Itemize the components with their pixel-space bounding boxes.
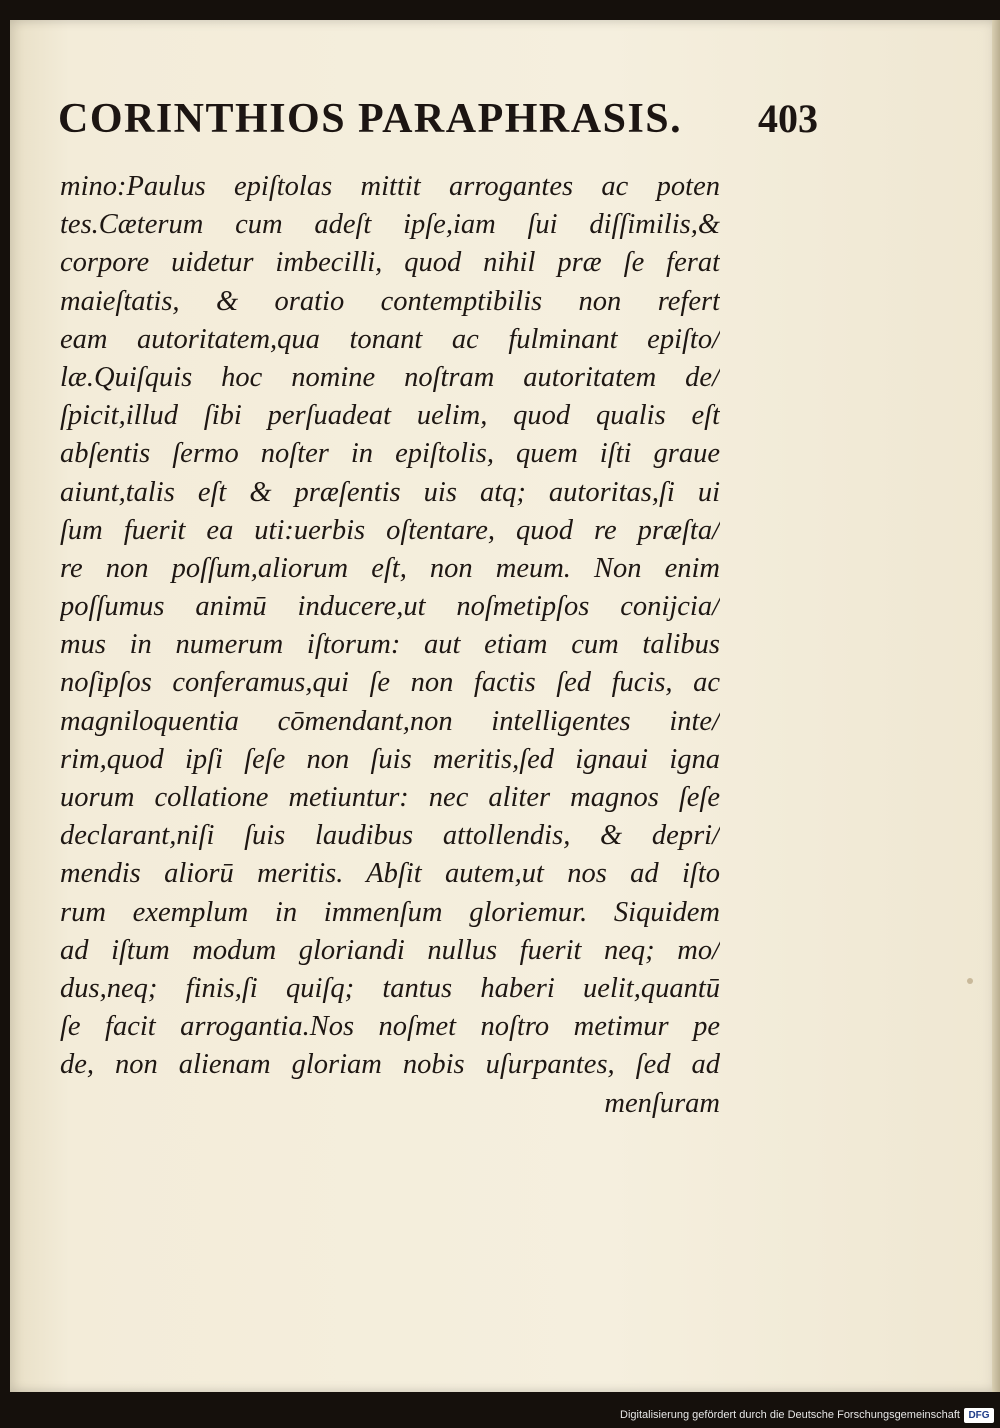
text-line: re non poſſum,aliorum eſt, non meum. Non enim bbox=[60, 552, 720, 584]
page-edge bbox=[992, 20, 1000, 1392]
running-title: CORINTHIOS PARAPHRASIS. bbox=[58, 96, 683, 142]
text-line: aiunt,talis eſt & præſentis uis atq; autoritas,ſi ui bbox=[60, 476, 720, 508]
text-line: maieſtatis, & oratio contemptibilis non refert bbox=[60, 285, 720, 317]
text-line: tes.Cæterum cum adeſt ipſe,iam ſui diſſimilis,& bbox=[60, 209, 720, 241]
text-line: mino:Paulus epiſtolas mittit arrogantes ac poten bbox=[60, 171, 720, 202]
text-line: eam autoritatem,qua tonant ac fulminant epiſto/ bbox=[60, 323, 720, 355]
running-header bbox=[58, 95, 818, 155]
text-line: declarant,niſi ſuis laudibus attollendis, & depri/ bbox=[60, 820, 720, 852]
paper-speck bbox=[967, 978, 973, 984]
text-line: ad iſtum modum gloriandi nullus fuerit neq; mo/ bbox=[60, 934, 720, 966]
text-line: ſpicit,illud ſibi perſuadeat uelim, quod qualis eſt bbox=[60, 400, 720, 432]
text-line: uorum collatione metiuntur: nec aliter magnos ſeſe bbox=[60, 782, 720, 813]
text-line: noſipſos conferamus,qui ſe non factis ſed fucis, ac bbox=[60, 667, 720, 699]
text-line: abſentis ſermo noſter in epiſtolis, quem iſti graue bbox=[60, 438, 720, 470]
text-line: mendis aliorū meritis. Abſit autem,ut nos ad iſto bbox=[60, 858, 720, 890]
text-line: rum exemplum in immenſum gloriemur. Siquidem bbox=[60, 896, 720, 928]
text-line: ſum fuerit ea uti:uerbis oſtentare, quod re præſta/ bbox=[60, 514, 720, 546]
footer-bar bbox=[0, 1404, 1000, 1428]
page-number: 403 bbox=[758, 96, 818, 141]
text-line: mus in numerum iſtorum: aut etiam cum talibus bbox=[60, 629, 720, 661]
catchword: menſuram bbox=[604, 1087, 720, 1119]
text-line: de, non alienam gloriam nobis uſurpantes, ſed ad bbox=[60, 1049, 720, 1081]
dfg-logo-icon: DFG bbox=[964, 1408, 994, 1423]
text-line: læ.Quiſquis hoc nomine noſtram autoritatem de/ bbox=[60, 361, 720, 393]
text-line: dus,neq; finis,ſi quiſq; tantus haberi uelit,quantū bbox=[60, 972, 720, 1004]
text-line: rim,quod ipſi ſeſe non ſuis meritis,ſed ignaui igna bbox=[60, 743, 720, 775]
text-line: magniloquentia cōmendant,non intelligentes inte/ bbox=[60, 705, 720, 737]
text-line: ſe facit arrogantia.Nos noſmet noſtro metimur pe bbox=[60, 1011, 720, 1043]
text-line: poſſumus animū inducere,ut noſmetipſos conijcia/ bbox=[60, 591, 720, 623]
text-line: corpore uidetur imbecilli, quod nihil præ ſe ferat bbox=[60, 247, 720, 279]
funding-credit: Digitalisierung gefördert durch die Deutsche Forschungsgemeinschaft bbox=[620, 1409, 960, 1421]
body-text bbox=[60, 168, 720, 1123]
